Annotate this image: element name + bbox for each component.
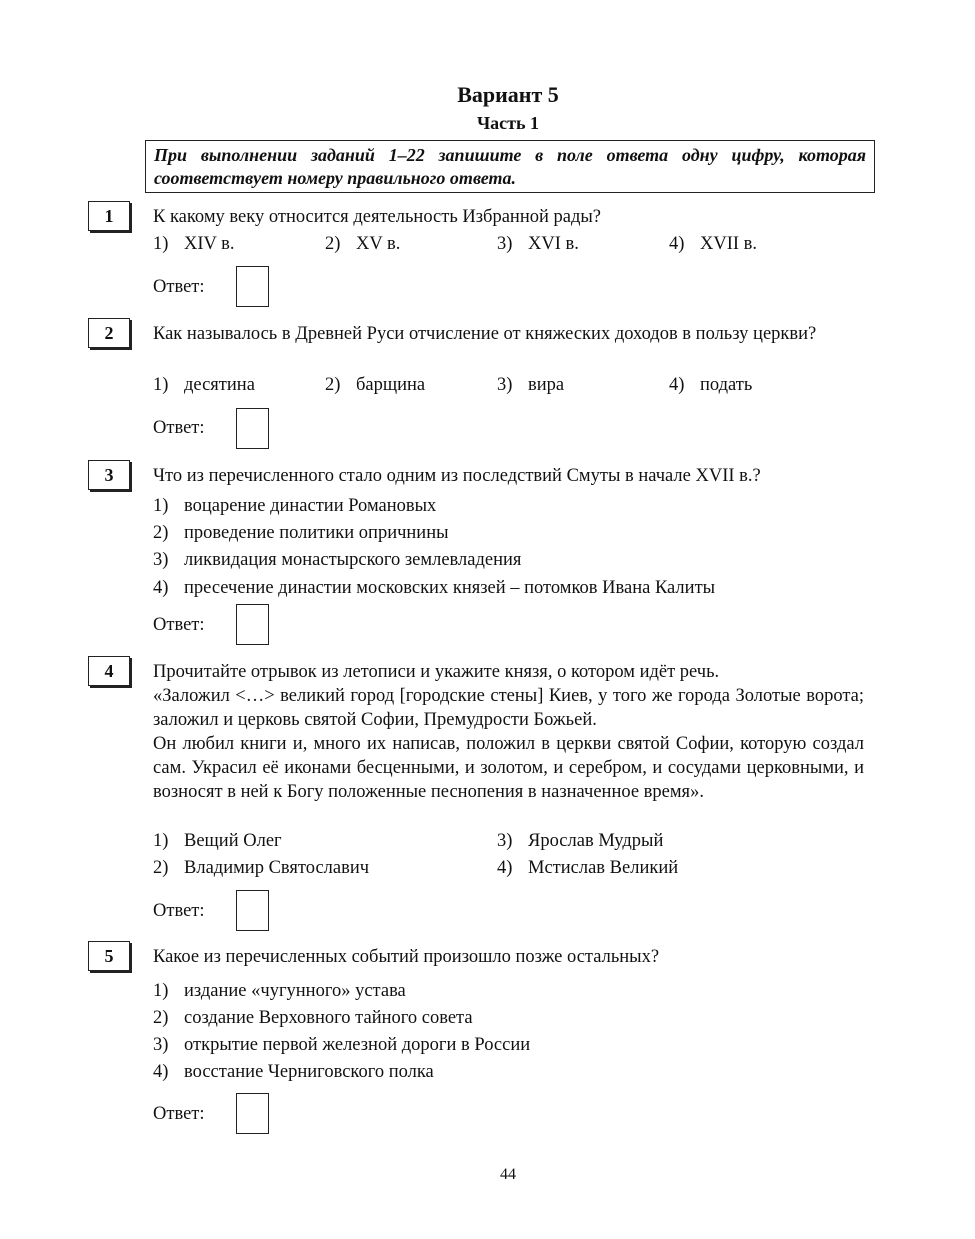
question-number-3: 3 (88, 460, 130, 490)
question-3-option-1: 1) воцарение династии Романовых (153, 496, 437, 516)
question-4-quote-2: Он любил книги и, много их написав, положил в церкви святой Софии, которую создал сам. Украсил её иконами бесценными, и золотом, и серебром, и сосудами церковными, и возносят в ней к Богу положенные песнопения в назначенное время». (153, 734, 864, 802)
question-2-option-1: 1) десятина (153, 375, 255, 395)
question-5-text: Какое из перечисленных событий произошло позже остальных? (153, 947, 660, 967)
answer-box-1[interactable] (236, 266, 269, 307)
answer-box-4[interactable] (236, 890, 269, 931)
question-3-text: Что из перечисленного стало одним из последствий Смуты в начале XVII в.? (153, 466, 761, 486)
question-2-text: Как называлось в Древней Руси отчисление от княжеских доходов в пользу церкви? (153, 324, 817, 344)
question-1-option-3: 3) XVI в. (497, 234, 579, 254)
question-3-option-4: 4) пресечение династии московских князей – потомков Ивана Калиты (153, 578, 716, 598)
question-4-option-3: 3) Ярослав Мудрый (497, 831, 664, 851)
question-5-option-2: 2) создание Верховного тайного совета (153, 1008, 473, 1028)
answer-label-3: Ответ: (153, 615, 205, 635)
question-2-option-4: 4) подать (669, 375, 753, 395)
question-3-option-3: 3) ликвидация монастырского землевладения (153, 550, 522, 570)
instructions-box: При выполнении заданий 1–22 запишите в поле ответа одну цифру, которая соответствует номеру правильного ответа. (145, 140, 875, 193)
question-4-quote-1: «Заложил <…> великий город [городские стены] Киев, у того же города Золотые ворота; заложил и церковь святой Софии, Премудрости Божьей. (153, 686, 864, 730)
question-number-4: 4 (88, 656, 130, 686)
question-4-option-1: 1) Вещий Олег (153, 831, 282, 851)
question-5-option-4: 4) восстание Черниговского полка (153, 1062, 434, 1082)
question-3-option-2: 2) проведение политики опричнины (153, 523, 449, 543)
question-1-text: К какому веку относится деятельность Избранной рады? (153, 207, 602, 227)
question-4-option-2: 2) Владимир Святославич (153, 858, 370, 878)
answer-box-2[interactable] (236, 408, 269, 449)
answer-label-2: Ответ: (153, 418, 205, 438)
question-4-text: Прочитайте отрывок из летописи и укажите князя, о котором идёт речь. (153, 662, 720, 682)
page-number: 44 (500, 1166, 516, 1183)
question-1-option-4: 4) XVII в. (669, 234, 758, 254)
answer-label-4: Ответ: (153, 901, 205, 921)
answer-label-5: Ответ: (153, 1104, 205, 1124)
question-4-option-4: 4) Мстислав Великий (497, 858, 679, 878)
answer-box-5[interactable] (236, 1093, 269, 1134)
answer-label-1: Ответ: (153, 277, 205, 297)
question-number-5: 5 (88, 941, 130, 971)
question-number-2: 2 (88, 318, 130, 348)
question-number-1: 1 (88, 201, 130, 231)
answer-box-3[interactable] (236, 604, 269, 645)
question-2-option-3: 3) вира (497, 375, 565, 395)
question-1-option-1: 1) XIV в. (153, 234, 235, 254)
variant-title: Вариант 5 (457, 82, 559, 107)
question-2-option-2: 2) барщина (325, 375, 426, 395)
question-5-option-1: 1) издание «чугунного» устава (153, 981, 406, 1001)
part-subtitle: Часть 1 (476, 113, 540, 133)
question-1-option-2: 2) XV в. (325, 234, 401, 254)
question-5-option-3: 3) открытие первой железной дороги в России (153, 1035, 531, 1055)
